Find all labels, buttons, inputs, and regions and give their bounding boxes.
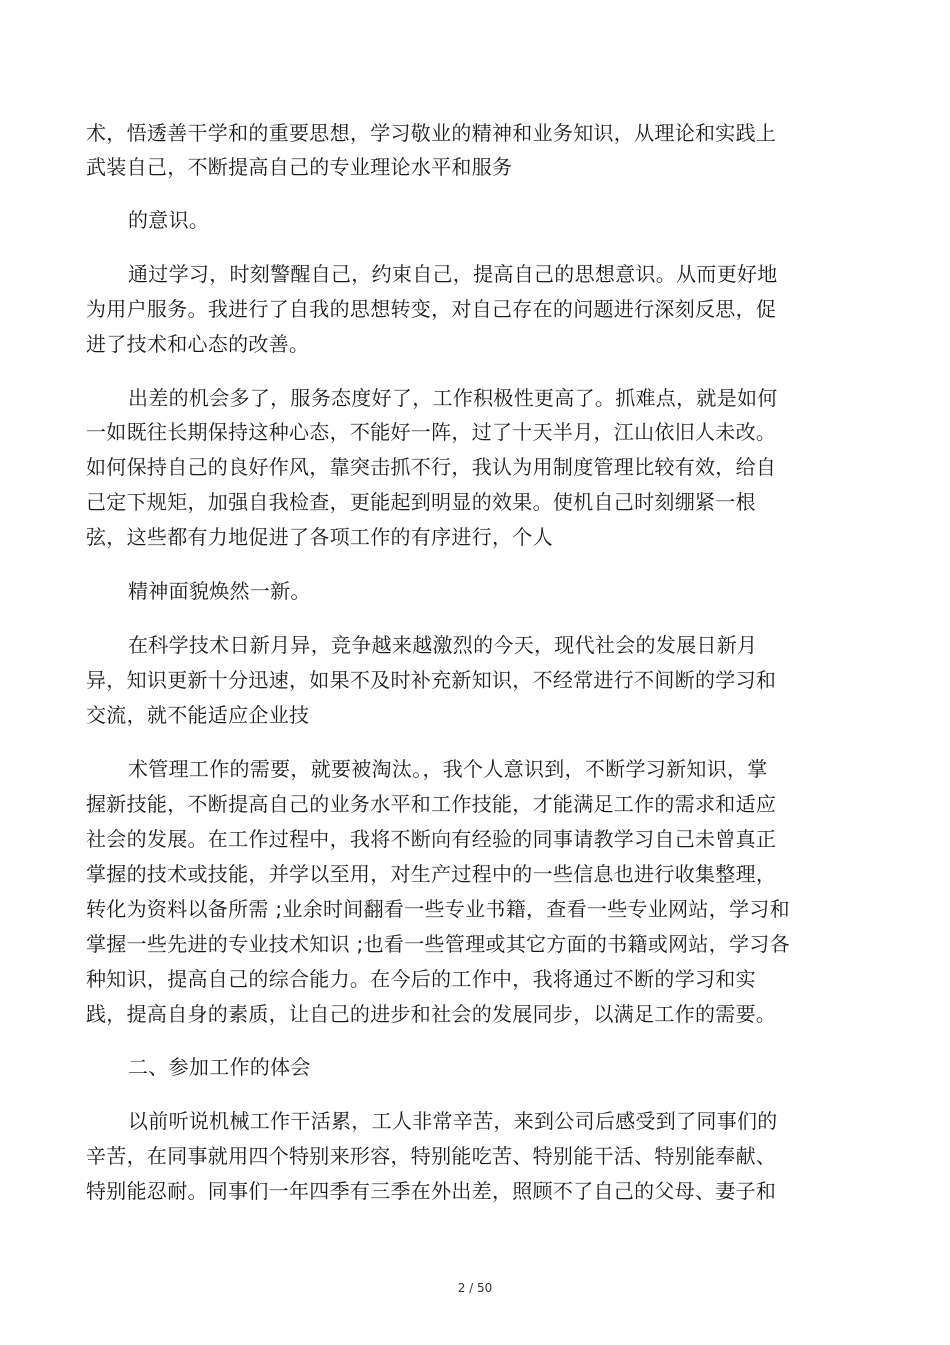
text-line: 以前听说机械工作干活累，工人非常辛苦，来到公司后感受到了同事们的 (128, 1109, 778, 1133)
text-line: 特别能忍耐。同事们一年四季有三季在外出差，照顾不了自己的父母、妻子和 (86, 1179, 777, 1203)
text-line: 社会的发展。在工作过程中，我将不断向有经验的同事请教学习自己未曾真正 (86, 827, 777, 851)
text-line: 武装自己，不断提高自己的专业理论水平和服务 (86, 155, 513, 179)
text-line: 为用户服务。我进行了自我的思想转变，对自己存在的问题进行深刻反思，促 (86, 297, 777, 321)
text-line: 进了技术和心态的改善。 (86, 332, 310, 356)
text-line: 在科学技术日新月异，竞争越来越激烈的今天，现代社会的发展日新月 (128, 633, 758, 657)
text-line: 通过学习，时刻警醒自己，约束自己，提高自己的思想意识。从而更好地 (128, 262, 778, 286)
text-line: 己定下规矩，加强自我检查，更能起到明显的效果。使机自己时刻绷紧一根 (86, 490, 756, 514)
text-line: 术，悟透善干学和的重要思想，学习敬业的精神和业务知识，从理论和实践上 (86, 121, 777, 145)
text-line: 践，提高自身的素质，让自己的进步和社会的发展同步，以满足工作的需要。 (86, 1002, 777, 1026)
text-line: 交流，就不能适应企业技 (86, 703, 310, 727)
text-line: 出差的机会多了，服务态度好了，工作积极性更高了。抓难点，就是如何 (128, 386, 778, 410)
text-line: 转化为资料以备所需 ;业余时间翻看一些专业书籍，查看一些专业网站，学习和 (86, 897, 790, 921)
text-line: 如何保持自己的良好作风，靠突击抓不行，我认为用制度管理比较有效，给自 (86, 455, 777, 479)
text-line: 异，知识更新十分迅速，如果不及时补充新知识，不经常进行不间断的学习和 (86, 668, 777, 692)
section-heading: 二、参加工作的体会 (128, 1055, 311, 1079)
text-line: 种知识，提高自己的综合能力。在今后的工作中，我将通过不断的学习和实 (86, 967, 756, 991)
text-line: 掌握的技术或技能，并学以至用，对生产过程中的一些信息也进行收集整理， (86, 862, 777, 886)
text-line: 握新技能，不断提高自己的业务水平和工作技能，才能满足工作的需求和适应 (86, 792, 777, 816)
text-line: 弦，这些都有力地促进了各项工作的有序进行，个人 (86, 525, 553, 549)
text-line: 一如既往长期保持这种心态，不能好一阵，过了十天半月，江山依旧人未改。 (86, 420, 777, 444)
text-line: 辛苦，在同事就用四个特别来形容，特别能吃苦、特别能干活、特别能奉献、 (86, 1144, 777, 1168)
text-line: 掌握一些先进的专业技术知识 ;也看一些管理或其它方面的书籍或网站，学习各 (86, 932, 790, 956)
page-number: 2 / 50 (457, 1281, 493, 1295)
text-line: 精神面貌焕然一新。 (128, 579, 311, 603)
text-line: 的意识。 (128, 208, 210, 232)
text-line: 术管理工作的需要，就要被淘汰。，我个人意识到，不断学习新知识，掌 (128, 757, 768, 781)
